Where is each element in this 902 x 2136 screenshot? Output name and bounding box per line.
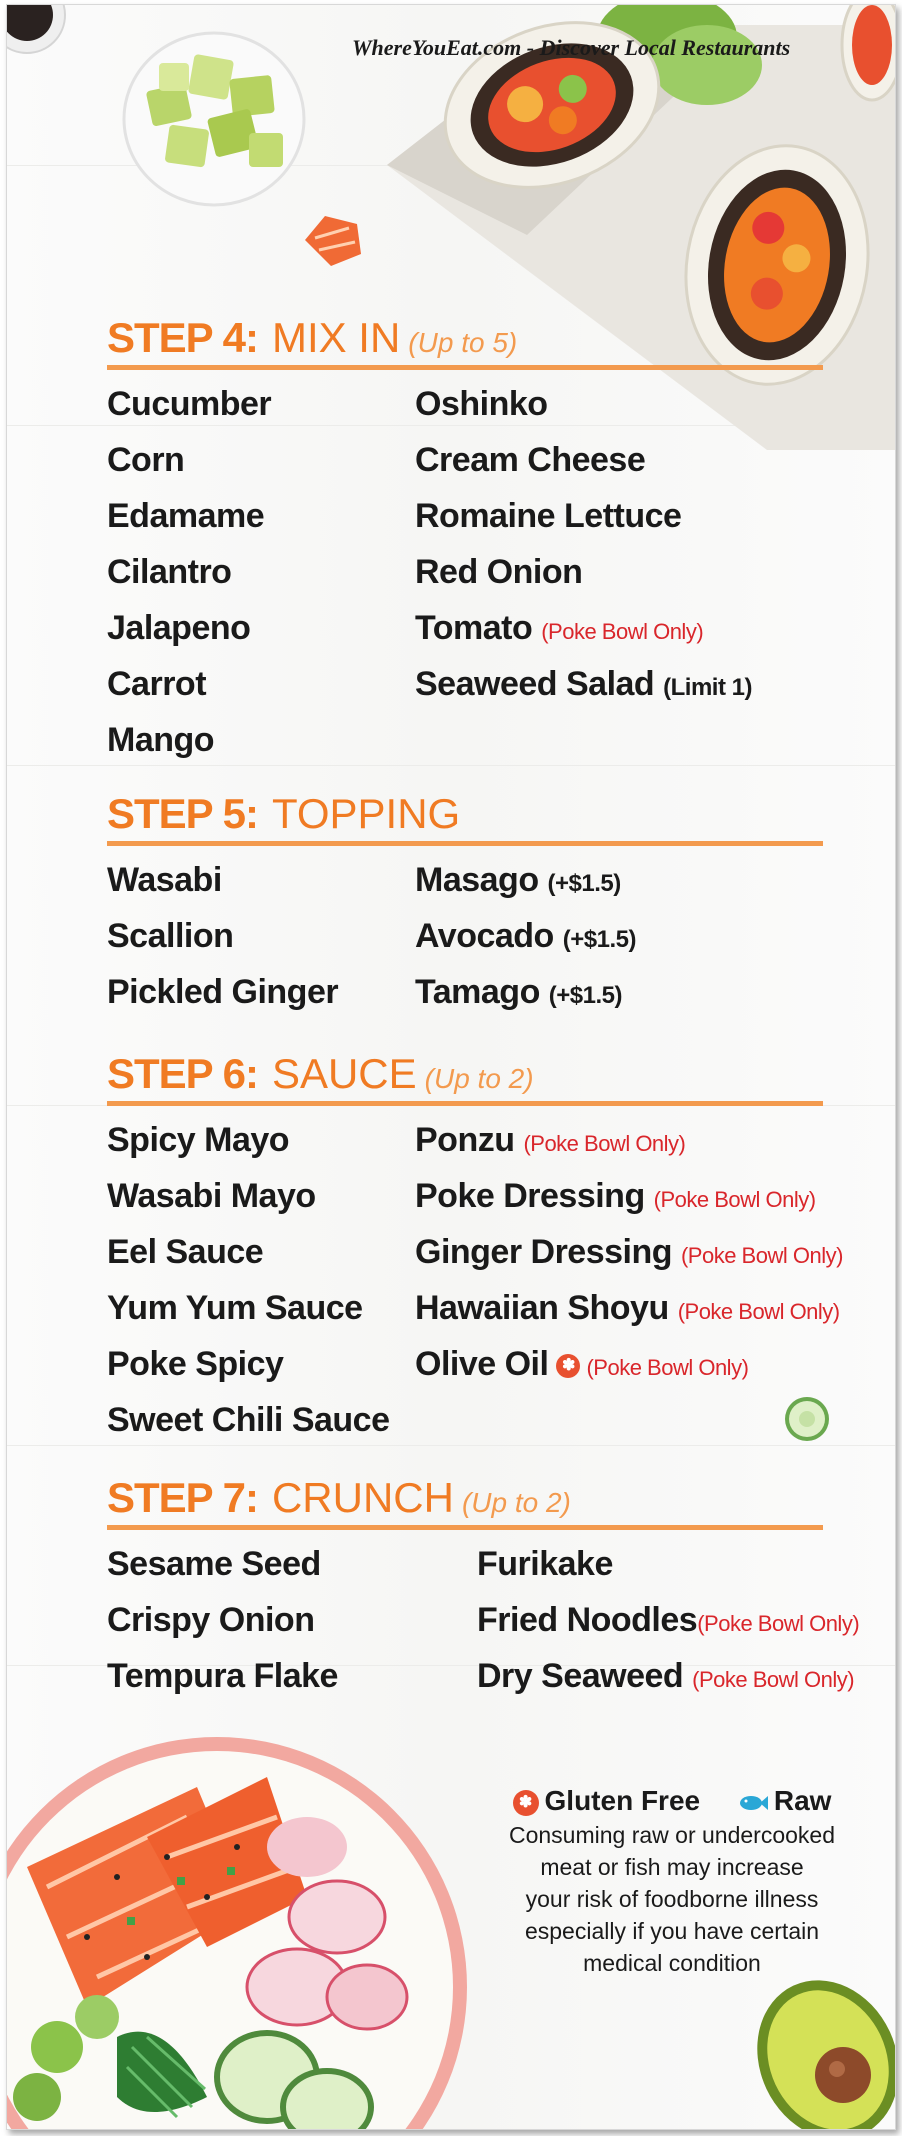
mix-in-item: Red Onion [415,553,583,591]
mix-in-item: Tomato (Poke Bowl Only) [415,609,704,647]
gluten-free-icon: ✽ [556,1354,580,1378]
topping-item: Avocado (+$1.5) [415,917,636,955]
step-4-title: MIX IN [271,314,401,361]
mix-in-item: Cream Cheese [415,441,646,479]
sauce-item: Olive Oil ✽ (Poke Bowl Only) [415,1345,749,1383]
sauce-item: Spicy Mayo [107,1121,290,1159]
mix-in-item: Romaine Lettuce [415,497,682,535]
step-5-number: STEP 5: [107,790,258,837]
warning-line: Consuming raw or undercooked [508,1822,835,1848]
topping-item: Masago (+$1.5) [415,861,621,899]
price-note: (+$1.5) [562,926,636,953]
sauce-item: Sweet Chili Sauce [107,1401,390,1439]
poke-bowl-only-note: (Poke Bowl Only) [692,1667,855,1692]
poke-bowl-only-note: (Poke Bowl Only) [680,1243,843,1268]
raw-food-warning [477,1819,867,1979]
sauce-item: Hawaiian Shoyu (Poke Bowl Only) [415,1289,840,1327]
poke-bowl-only-note: (Poke Bowl Only) [653,1187,816,1212]
price-note: (+$1.5) [548,982,623,1009]
mix-in-item: Corn [107,441,185,479]
legend-row [477,1785,867,1817]
limit-note: (Limit 1) [663,674,752,701]
topping-item: Tamago (+$1.5) [415,973,623,1011]
sauce-item: Poke Dressing (Poke Bowl Only) [415,1177,816,1215]
legend-block [477,1785,867,1979]
sauce-item: Ponzu (Poke Bowl Only) [415,1121,686,1159]
sauce-item: Poke Spicy [107,1345,284,1383]
sauce-item: Yum Yum Sauce [107,1289,363,1327]
step-7-limit: (Up to 2) [461,1487,571,1518]
step-7-heading [107,1474,823,1530]
crunch-item: Furikake [477,1545,613,1583]
fish-icon [738,1794,768,1812]
poke-bowl-only-note: (Poke Bowl Only) [697,1611,860,1636]
topping-item: Scallion [107,917,234,955]
sauce-item: Wasabi Mayo [107,1177,316,1215]
mix-in-item: Carrot [107,665,207,703]
sushi-burrito-image [377,5,896,450]
crunch-item: Sesame Seed [107,1545,321,1583]
step-6-number: STEP 6: [107,1050,258,1097]
price-note: (+$1.5) [547,870,621,897]
watermark-text: WhereYouEat.com - Discover Local Restaurants [352,35,791,60]
mix-in-item: Jalapeno [107,609,251,647]
raw-label: Raw [773,1785,832,1816]
cucumber-slice-image [783,1395,831,1443]
step-7-number: STEP 7: [107,1474,258,1521]
salmon-piece-image [297,210,367,270]
mix-in-item: Cucumber [107,385,272,423]
mix-in-item: Oshinko [415,385,548,423]
step-6-heading [107,1050,823,1106]
warning-line: your risk of foodborne illness [525,1886,819,1912]
topping-item: Pickled Ginger [107,973,339,1011]
crunch-item: Dry Seaweed (Poke Bowl Only) [477,1657,855,1695]
menu-page [6,4,896,2130]
gluten-free-label: Gluten Free [544,1785,701,1816]
mix-in-item: Seaweed Salad (Limit 1) [415,665,752,703]
step-7-title: CRUNCH [271,1474,454,1521]
topping-item: Wasabi [107,861,222,899]
mix-in-item: Edamame [107,497,265,535]
sauce-item: Ginger Dressing (Poke Bowl Only) [415,1233,843,1271]
avocado-cubes-bowl-image [119,27,309,207]
step-5-title: TOPPING [271,790,461,837]
warning-line: especially if you have certain [524,1918,820,1944]
crunch-item: Crispy Onion [107,1601,315,1639]
step-6-title: SAUCE [271,1050,417,1097]
step-4-limit: (Up to 5) [408,327,518,358]
sauce-item: Eel Sauce [107,1233,264,1271]
gluten-free-icon: ✽ [513,1790,539,1816]
step-4-heading [107,314,823,370]
crunch-item: Tempura Flake [107,1657,338,1695]
poke-bowl-only-note: (Poke Bowl Only) [586,1355,749,1380]
avocado-half-image [753,1965,896,2130]
step-4-number: STEP 4: [107,314,258,361]
step-5-heading [107,790,823,846]
poke-bowl-only-note: (Poke Bowl Only) [541,619,704,644]
mix-in-item: Mango [107,721,215,759]
warning-line: medical condition [583,1950,761,1976]
mix-in-item: Cilantro [107,553,232,591]
poke-bowl-only-note: (Poke Bowl Only) [677,1299,840,1324]
warning-line: meat or fish may increase [540,1854,804,1880]
soy-sauce-dish-image [6,4,77,65]
crunch-item: Fried Noodles(Poke Bowl Only) [477,1601,860,1639]
poke-bowl-only-note: (Poke Bowl Only) [523,1131,686,1156]
poke-bowl-image [6,1717,467,2130]
step-6-limit: (Up to 2) [424,1063,534,1094]
